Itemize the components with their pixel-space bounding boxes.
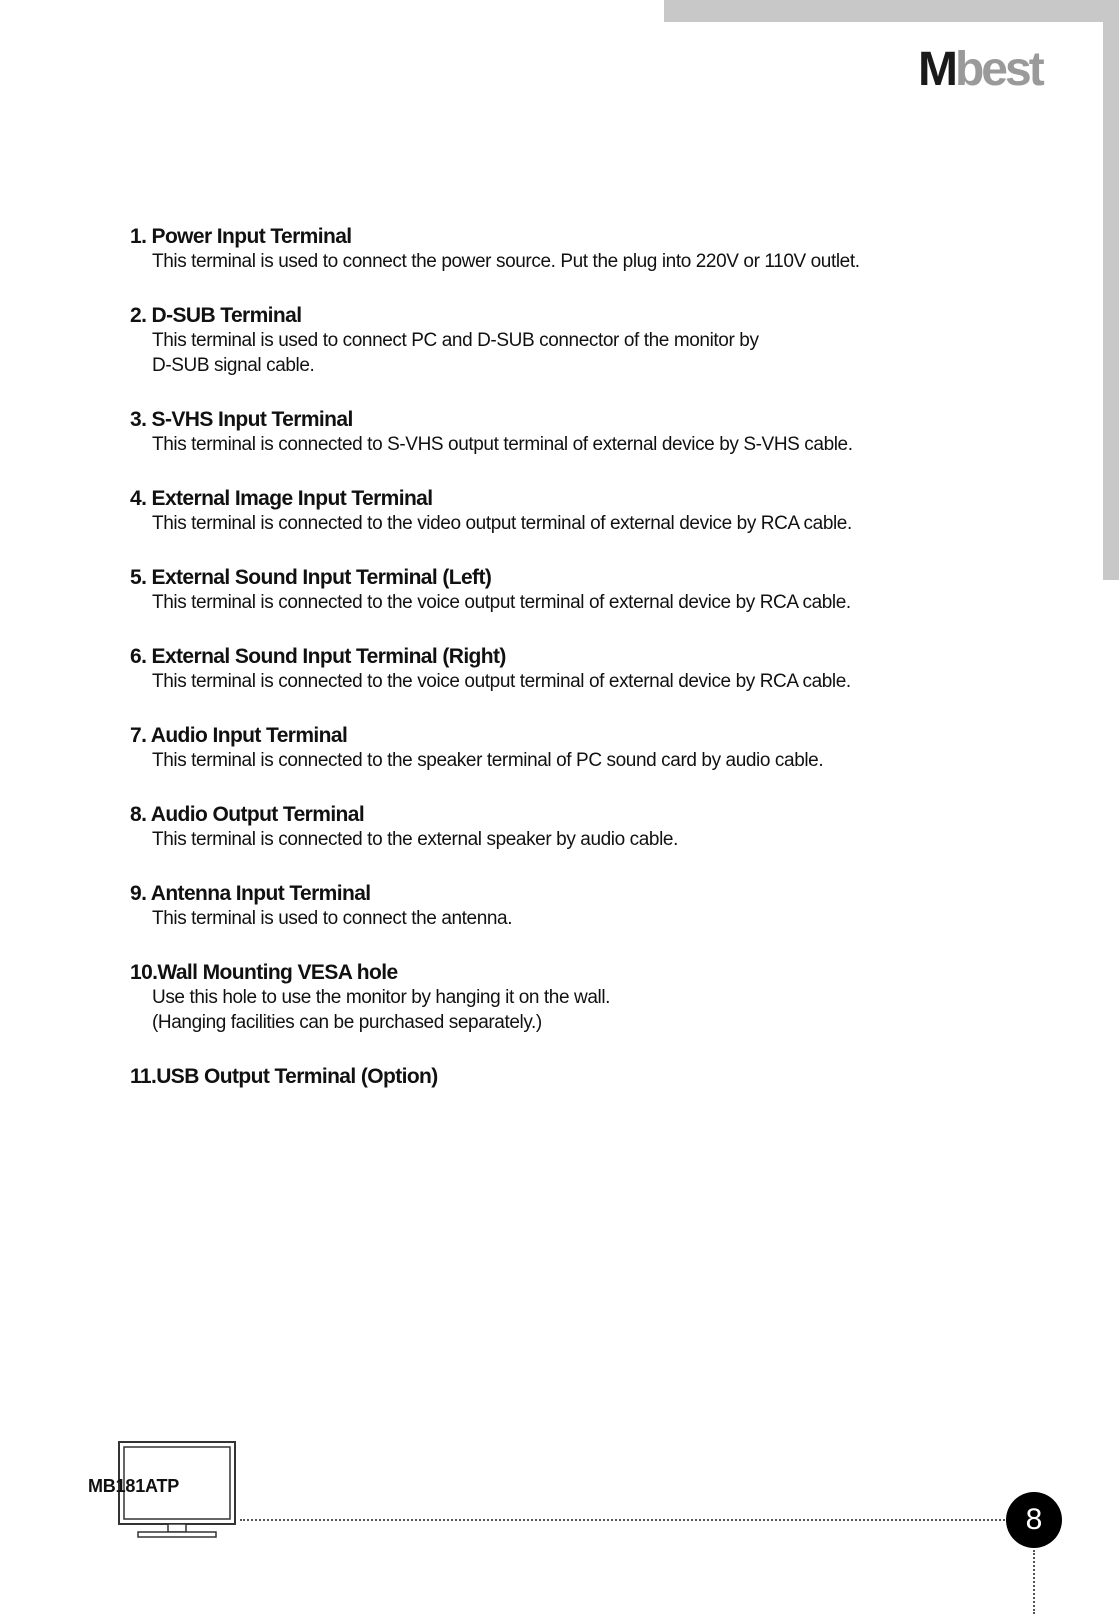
item-heading: 10.Wall Mounting VESA hole (130, 961, 398, 984)
item-heading: 4. External Image Input Terminal (130, 487, 433, 510)
item-heading: 11.USB Output Terminal (Option) (130, 1065, 438, 1088)
item-heading: 3. S-VHS Input Terminal (130, 408, 353, 431)
item-heading: 5. External Sound Input Terminal (Left) (130, 566, 492, 589)
list-item (130, 961, 1030, 1035)
item-heading: 8. Audio Output Terminal (130, 803, 365, 826)
terminal-list (130, 225, 1030, 1089)
footer-vertical-line (1033, 1550, 1035, 1614)
footer-dotted-line (240, 1519, 1008, 1521)
list-item (130, 645, 1030, 694)
item-description: This terminal is connected to the video output terminal of external device by RCA cable. (152, 513, 852, 534)
header-bar (664, 0, 1119, 22)
list-item (130, 225, 1030, 274)
item-description: This terminal is used to connect the power source. Put the plug into 220V or 110V outlet. (152, 251, 860, 272)
list-item (130, 304, 1030, 378)
page-number: 8 (1006, 1492, 1062, 1548)
list-item (130, 1065, 1030, 1089)
item-heading: 1. Power Input Terminal (130, 225, 352, 248)
list-item (130, 408, 1030, 457)
list-item (130, 566, 1030, 615)
item-description: This terminal is used to connect PC and D-SUB connector of the monitor by D-SUB signal cable. (152, 330, 759, 376)
model-label: MB181ATP (88, 1476, 180, 1496)
item-heading: 7. Audio Input Terminal (130, 724, 348, 747)
side-bar (1103, 0, 1119, 580)
item-heading: 2. D-SUB Terminal (130, 304, 302, 327)
list-item (130, 724, 1030, 773)
brand-logo: Mbest (918, 43, 1042, 96)
item-description: This terminal is connected to the speaker terminal of PC sound card by audio cable. (152, 750, 824, 771)
item-description: This terminal is used to connect the antenna. (152, 908, 513, 929)
item-heading: 9. Antenna Input Terminal (130, 882, 371, 905)
item-heading: 6. External Sound Input Terminal (Right) (130, 645, 506, 668)
item-description: This terminal is connected to S-VHS output terminal of external device by S-VHS cable. (152, 434, 853, 455)
item-description: This terminal is connected to the voice output terminal of external device by RCA cable. (152, 592, 851, 613)
item-description: Use this hole to use the monitor by hanging it on the wall. (Hanging facilities can be purchased separately.) (152, 987, 611, 1033)
list-item (130, 882, 1030, 931)
list-item (130, 803, 1030, 852)
item-description: This terminal is connected to the external speaker by audio cable. (152, 829, 678, 850)
item-description: This terminal is connected to the voice output terminal of external device by RCA cable. (152, 671, 851, 692)
list-item (130, 487, 1030, 536)
